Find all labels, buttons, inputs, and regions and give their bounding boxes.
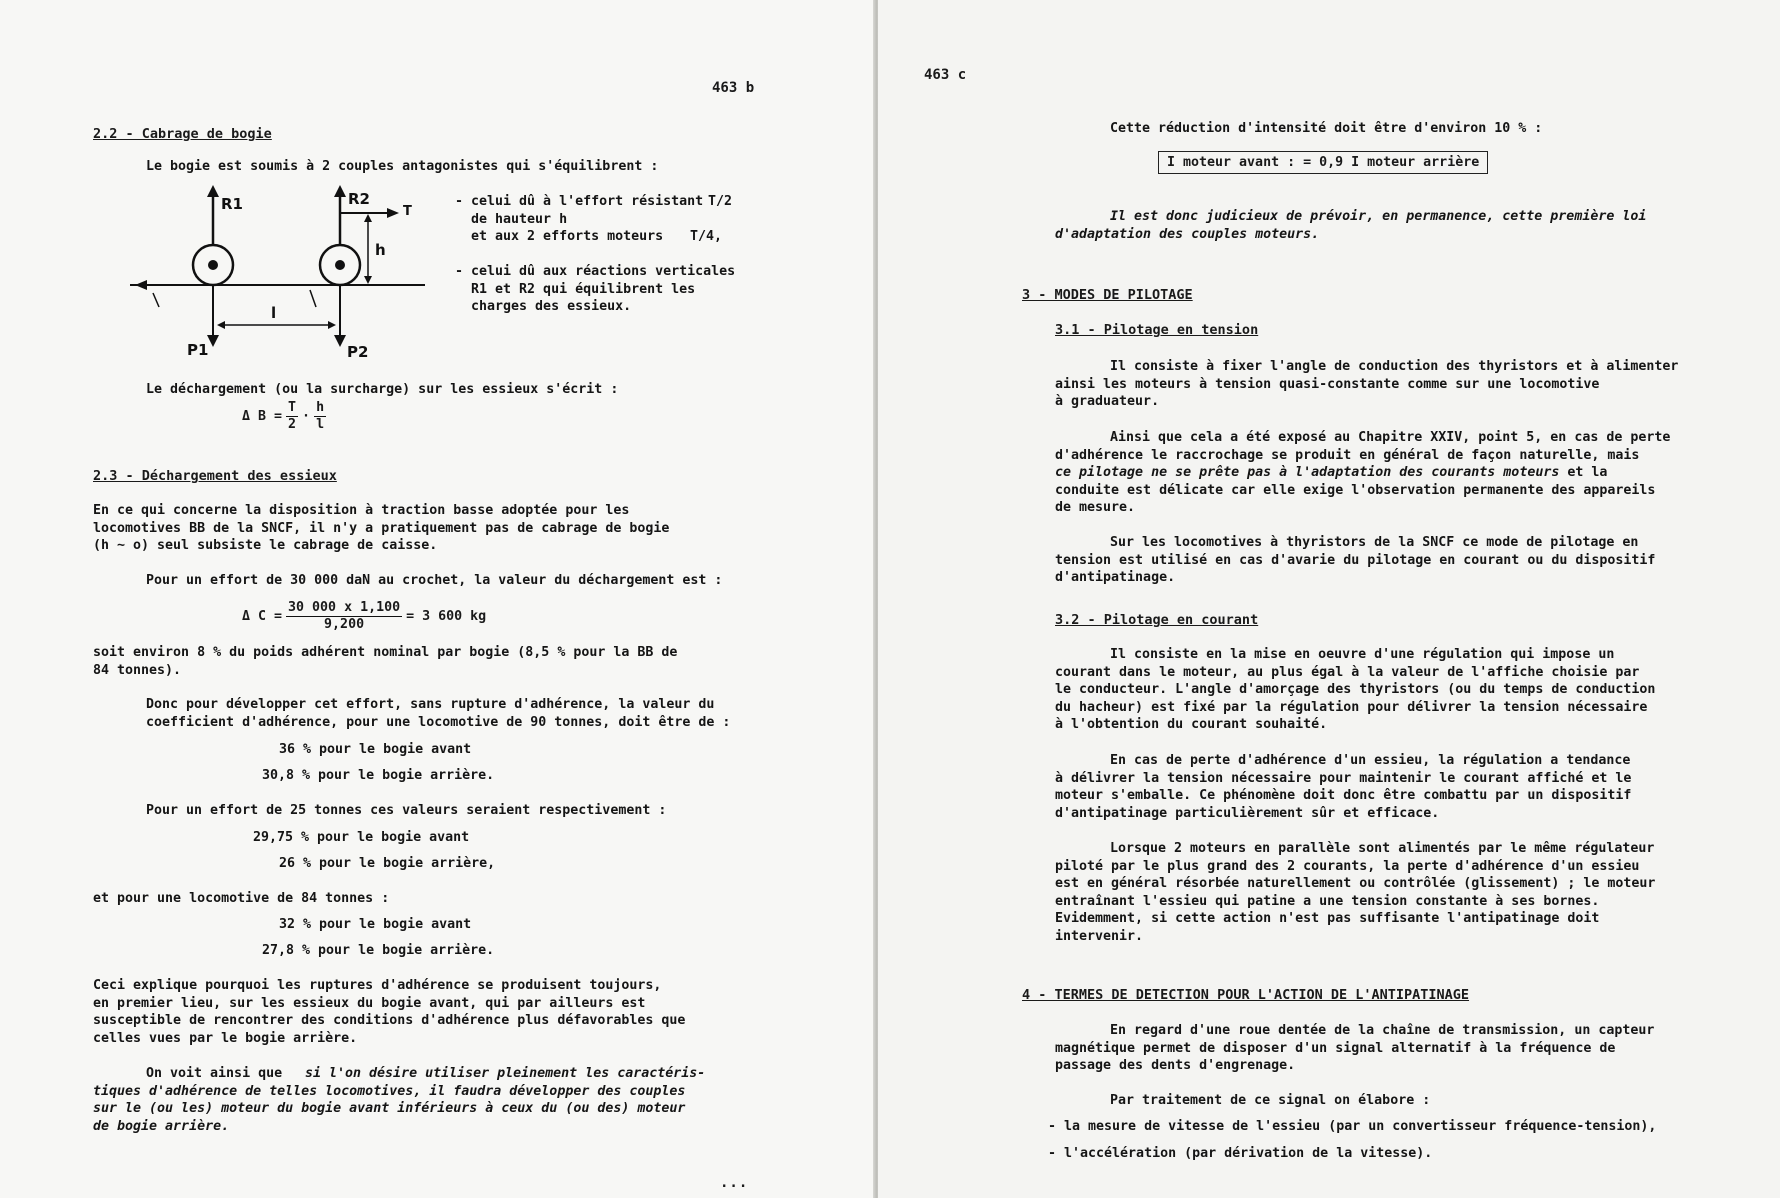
formula-b-frac2: $\frac{h}{l}$ [316, 400, 325, 432]
label-l: l [271, 304, 277, 322]
formula-c-rhs: = 3 600 kg [406, 609, 487, 624]
formula-b-frac1: $\frac{T}{2}$ [288, 400, 297, 432]
s23-p5: Pour un effort de 25 tonnes ces valeurs seraient respectivement : [146, 803, 667, 818]
s22-bullet1-frac2: T/4, [690, 229, 723, 244]
section-4-title: 4 - TERMES DE DETECTION POUR L'ACTION DE L'ANTIPATINAGE [1022, 987, 1470, 1003]
s23-p1: En ce qui concerne la disposition à traction basse adoptée pour les locomotives BB de la SNCF, il n'y a pratiquement pas de cabrage de bogie (h ∼ o) seul subsiste le cabrage de caisse. [93, 503, 670, 553]
s31-p2: Ainsi que cela a été exposé au Chapitre XXIV, point 5, en cas de perte d'adhérence le raccrochage se produit en général de façon naturelle, mais [1055, 430, 1671, 463]
left-page [0, 0, 875, 1198]
label-h: h [375, 241, 386, 259]
s23-v5: 32 % pour le bogie avant [279, 917, 472, 932]
s31-p1: Il consiste à fixer l'angle de conduction des thyristors et à alimenter ainsi les moteurs à tension quasi-constante comme sur une locomotive à graduateur. [1055, 359, 1679, 409]
s23-p4a: Donc pour développer cet effort, sans rupture d'adhérence, la valeur du coefficient d'adhérence, pour une locomotive de 90 tonnes, doit être de : [146, 697, 731, 730]
label-p1: P1 [187, 341, 209, 359]
s4-p2: Par traitement de ce signal on élabore : [1110, 1093, 1431, 1108]
formula-c-lhs: Δ C = [242, 609, 283, 624]
s31-p3: Sur les locomotives à thyristors de la SNCF ce mode de pilotage en tension est utilisé en cas d'avarie du pilotage en courant ou du dispositif d'antipatinage. [1055, 535, 1656, 585]
s23-p2: Pour un effort de 30 000 daN au crochet, la valeur du déchargement est : [146, 573, 723, 588]
bogie-diagram [125, 185, 445, 365]
page-number-right: 463 c [924, 67, 967, 83]
s23-v1: 36 % pour le bogie avant [279, 742, 472, 757]
section-2-2-title: 2.2 - Cabrage de bogie [93, 126, 272, 142]
label-p2: P2 [347, 343, 369, 361]
s23-v2: 30,8 % pour le bogie arrière. [262, 768, 495, 783]
formula-delta-c [242, 600, 486, 633]
r-p2: Il est donc judicieux de prévoir, en permanence, cette première loi d'adaptation des couples moteurs. [1055, 209, 1647, 242]
s32-p2: En cas de perte d'adhérence d'un essieu, la régulation a tendance à délivrer la tension nécessaire pour maintenir le courant affiché et le moteur s'emballe. Ce phénomène doit donc être combattu par un dispositif d'antipatinage particulièrement sûr et efficace. [1055, 753, 1632, 821]
s4-p1: En regard d'une roue dentée de la chaîne de transmission, un capteur magnétique permet de disposer d'un signal alternatif à la fréquence de passage des dents d'engrenage. [1055, 1023, 1655, 1073]
s22-bullet1: - celui dû à l'effort résistant de hauteur h et aux 2 efforts moteurs [455, 194, 704, 244]
section-2-3-title: 2.3 - Déchargement des essieux [93, 468, 337, 484]
s22-decharge: Le déchargement (ou la surcharge) sur les essieux s'écrit : [146, 382, 619, 397]
left-continuation-dots: ... [720, 1175, 749, 1191]
formula-box: I moteur avant : = 0,9 I moteur arrière [1158, 151, 1488, 174]
s32-p1: Il consiste en la mise en oeuvre d'une régulation qui impose un courant dans le moteur, au plus égal à la valeur de l'affiche choisie par le conducteur. L'angle d'amorçage des thyristors (ou du temps de conduction du hacheur) est fixé par la régulation pour délivrer la tension nécessaire à l'obtention du courant souhaité. [1055, 647, 1656, 732]
label-r2: R2 [348, 190, 370, 208]
label-t: T [403, 204, 412, 219]
s23-p3: soit environ 8 % du poids adhérent nominal par bogie (8,5 % pour la BB de 84 tonnes). [93, 645, 678, 678]
s32-p3: Lorsque 2 moteurs en parallèle sont alimentés par le même régulateur piloté par le plus grand des 2 courants, la perte d'adhérence d'un essieu est en général résorbée naturellement ou contrôlée (glissement) ; le moteur entraînant l'essieu qui patine a une tension constante à ses bornes. Evidemment, si cette action n'est pas suffisante l'antipatinage doit intervenir. [1055, 841, 1656, 944]
section-3-2-title: 3.2 - Pilotage en courant [1055, 612, 1259, 628]
s22-bullet1-frac1: T/2 [708, 194, 733, 209]
r-p1: Cette réduction d'intensité doit être d'environ 10 % : [1110, 121, 1543, 136]
formula-c-frac: $\frac{30 000 x 1,100}{9,200}$ [288, 600, 401, 632]
s22-bullet2: - celui dû aux réactions verticales R1 et R2 qui équilibrent les charges des essieux. [455, 264, 736, 314]
s23-p7: Ceci explique pourquoi les ruptures d'adhérence se produisent toujours, en premier lieu, sur les essieux du bogie avant, qui par ailleurs est susceptible de rencontrer des conditions d'adhérence plus défavorables que celles vues par le bogie arrière. [93, 978, 686, 1046]
label-r1: R1 [221, 195, 243, 213]
s23-v3: 29,75 % pour le bogie avant [253, 830, 470, 845]
page-number-left: 463 b [712, 80, 755, 96]
s23-p8-italic: si l'on désire utiliser pleinement les caractéris- tiques d'adhérence de telles locomotives, il faudra développer des couples sur le (ou les) moteur du bogie avant inférieurs à ceux du (ou des) moteur de bogie arrière. [93, 1066, 706, 1134]
s23-p6: et pour une locomotive de 84 tonnes : [93, 891, 390, 906]
s22-intro: Le bogie est soumis à 2 couples antagonistes qui s'équilibrent : [146, 159, 659, 174]
s23-v6: 27,8 % pour le bogie arrière. [262, 943, 495, 958]
formula-b-lhs: Δ B = [242, 409, 283, 424]
formula-b-dot: · [302, 409, 311, 424]
right-page [878, 0, 1780, 1198]
s31-p2-rest: ce pilotage ne se prête pas à l'adaptation des courants moteurs et la conduite est délicate car elle exige l'observation permanente des appareils de mesure. [1055, 465, 1656, 515]
s23-p8-lead: On voit ainsi que [146, 1066, 291, 1081]
formula-delta-b [242, 400, 330, 433]
s23-v4: 26 % pour le bogie arrière, [279, 856, 496, 871]
section-3-title: 3 - MODES DE PILOTAGE [1022, 287, 1193, 303]
section-3-1-title: 3.1 - Pilotage en tension [1055, 322, 1259, 338]
s4-b1: - la mesure de vitesse de l'essieu (par un convertisseur fréquence-tension), [1048, 1119, 1657, 1134]
s4-b2: - l'accélération (par dérivation de la vitesse). [1048, 1146, 1433, 1161]
